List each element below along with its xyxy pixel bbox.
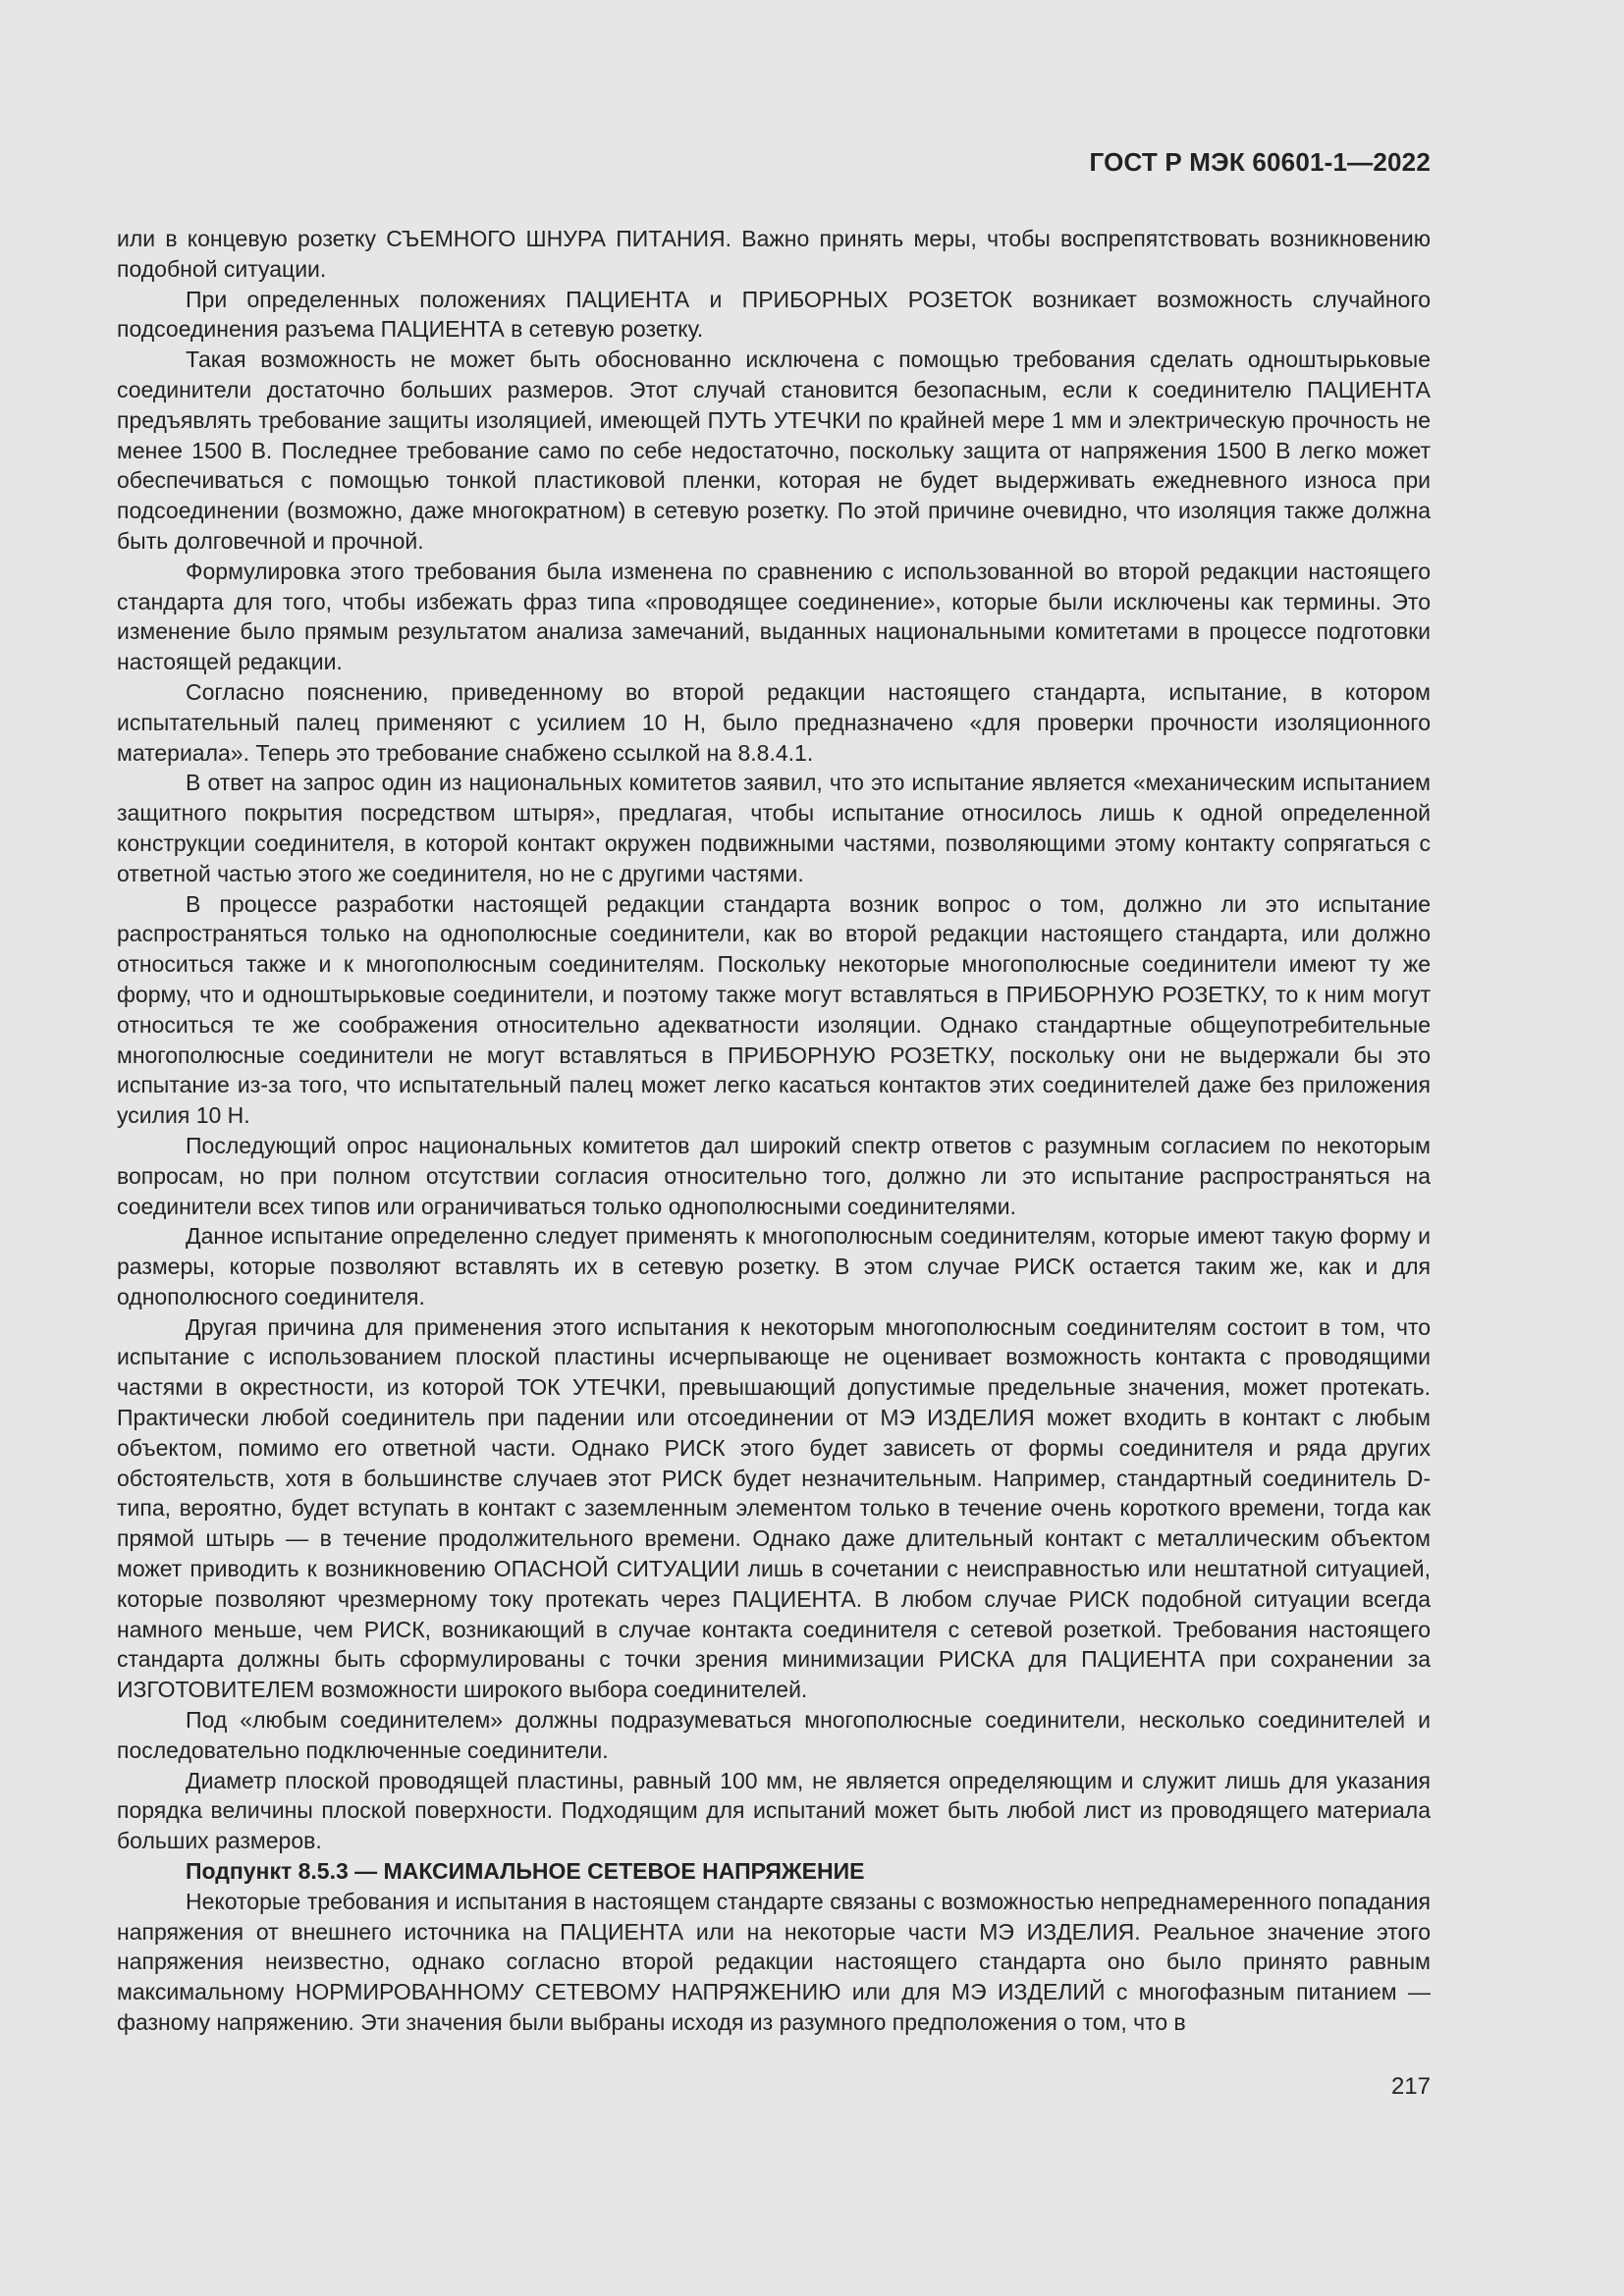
page-number: 217 <box>1390 2073 1431 2100</box>
body-text <box>117 224 1431 2038</box>
subclause-heading: Подпункт 8.5.3 — МАКСИМАЛЬНОЕ СЕТЕВОЕ НАПРЯЖЕНИЕ <box>186 1858 865 1885</box>
paragraph: При определенных положениях ПАЦИЕНТА и ПРИБОРНЫХ РОЗЕТОК возникает возможность случайного подсоединения разъема ПАЦИЕНТА в сетевую розетку. <box>117 286 1431 343</box>
paragraph: Такая возможность не может быть обоснованно исключена с помощью требования сделать одноштырьковые соединители достаточно больших размеров. Этот случай становится безопасным, если к соединителю ПАЦИЕНТА предъявлять требование защиты изоляцией, имеющей ПУТЬ УТЕЧКИ по крайней мере 1 мм и электрическую прочность не менее 1500 В. Последнее требование само по себе недостаточно, поскольку защита от напряжения 1500 В легко может обеспечиваться с помощью тонкой пластиковой пленки, которая не будет выдерживать ежедневного износа при подсоединении (возможно, даже многократном) в сетевую розетку. По этой причине очевидно, что изоляция также должна быть долговечной и прочной. <box>117 347 1431 554</box>
paragraph: Диаметр плоской проводящей пластины, равный 100 мм, не является определяющим и служит лишь для указания порядка величины плоской поверхности. Подходящим для испытаний может быть любой лист из проводящего материала больших размеров. <box>117 1767 1431 1854</box>
paragraph: В ответ на запрос один из национальных комитетов заявил, что это испытание является «механическим испытанием защитного покрытия посредством штыря», предлагая, чтобы испытание относилось лишь к одной определенной конструкции соединителя, в которой контакт окружен подвижными частями, позволяющими этому контакту сопрягаться с ответной частью этого же соединителя, но не с другими частями. <box>117 770 1431 886</box>
paragraph: Некоторые требования и испытания в настоящем стандарте связаны с возможностью непреднамеренного попадания напряжения от внешнего источника на ПАЦИЕНТА или на некоторые части МЭ ИЗДЕЛИЯ. Реальное значение этого напряжения неизвестно, однако согласно второй редакции настоящего стандарта оно было принято равным максимальному НОРМИРОВАННОМУ СЕТЕВОМУ НАПРЯЖЕНИЮ или для МЭ ИЗДЕЛИЙ с многофазным питанием — фазному напряжению. Эти значения были выбраны исходя из разумного предположения о том, что в <box>117 1888 1431 2036</box>
paragraph-continuation: или в концевую розетку СЪЕМНОГО ШНУРА ПИТАНИЯ. Важно принять меры, чтобы воспрепятствовать возникновению подобной ситуации. <box>117 226 1431 282</box>
paragraph: Согласно пояснению, приведенному во второй редакции настоящего стандарта, испытание, в котором испытательный палец применяют с усилием 10 Н, было предназначено «для проверки прочности изоляционного материала». Теперь это требование снабжено ссылкой на 8.8.4.1. <box>117 678 1431 766</box>
paragraph: Другая причина для применения этого испытания к некоторым многополюсным соединителям состоит в том, что испытание с использованием плоской пластины исчерпывающе не оценивает возможность контакта с проводящими частями в окрестности, из которой ТОК УТЕЧКИ, превышающий допустимые предельные значения, может протекать. Практически любой соединитель при падении или отсоединении от МЭ ИЗДЕЛИЯ может входить в контакт с любым объектом, помимо его ответной части. Однако РИСК этого будет зависеть от формы соединителя и ряда других обстоятельств, хотя в большинстве случаев этот РИСК будет незначительным. Например, стандартный соединитель D-типа, вероятно, будет вступать в контакт с заземленным элементом только в течение очень короткого времени, тогда как прямой штырь — в течение продолжительного времени. Однако даже длительный контакт с металлическим объектом может приводить к возникновению ОПАСНОЙ СИТУАЦИИ лишь в сочетании с неисправностью или нештатной ситуацией, которые позволяют чрезмерному току протекать через ПАЦИЕНТА. В любом случае РИСК подобной ситуации всегда намного меньше, чем РИСК, возникающий в случае контакта соединителя с сетевой розеткой. Требования настоящего стандарта должны быть сформулированы с точки зрения минимизации РИСКА для ПАЦИЕНТА при сохранении за ИЗГОТОВИТЕЛЕМ возможности широкого выбора соединителей. <box>117 1313 1431 1703</box>
standard-header: ГОСТ Р МЭК 60601-1—2022 <box>1089 147 1431 177</box>
paragraph: Формулировка этого требования была изменена по сравнению с использованной во второй редакции настоящего стандарта для того, чтобы избежать фраз типа «проводящее соединение», которые были исключены как термины. Это изменение было прямым результатом анализа замечаний, выданных национальными комитетами в процессе подготовки настоящей редакции. <box>117 558 1431 675</box>
paragraph: В процессе разработки настоящей редакции стандарта возник вопрос о том, должно ли это испытание распространяться только на однополюсные соединители, как во второй редакции настоящего стандарта, или должно относиться также и к многополюсным соединителям. Поскольку некоторые многополюсные соединители имеют ту же форму, что и одноштырьковые соединители, и поэтому также могут вставляться в ПРИБОРНУЮ РОЗЕТКУ, то к ним могут относиться те же соображения относительно адекватности изоляции. Однако стандартные общеупотребительные многополюсные соединители не могут вставляться в ПРИБОРНУЮ РОЗЕТКУ, поскольку они не выдержали бы это испытание из-за того, что испытательный палец может легко касаться контактов этих соединителей даже без приложения усилия 10 Н. <box>117 890 1431 1129</box>
paragraph: Последующий опрос национальных комитетов дал широкий спектр ответов с разумным согласием по некоторым вопросам, но при полном отсутствии согласия относительно того, должно ли это испытание распространяться на соединители всех типов или ограничиваться только однополюсными соединителями. <box>117 1132 1431 1219</box>
paragraph: Под «любым соединителем» должны подразумеваться многополюсные соединители, несколько соединителей и последовательно подключенные соединители. <box>117 1707 1431 1763</box>
paragraph: Данное испытание определенно следует применять к многополюсным соединителям, которые имеют такую форму и размеры, которые позволяют вставлять их в сетевую розетку. В этом случае РИСК остается таким же, как и для однополюсного соединителя. <box>117 1223 1431 1309</box>
